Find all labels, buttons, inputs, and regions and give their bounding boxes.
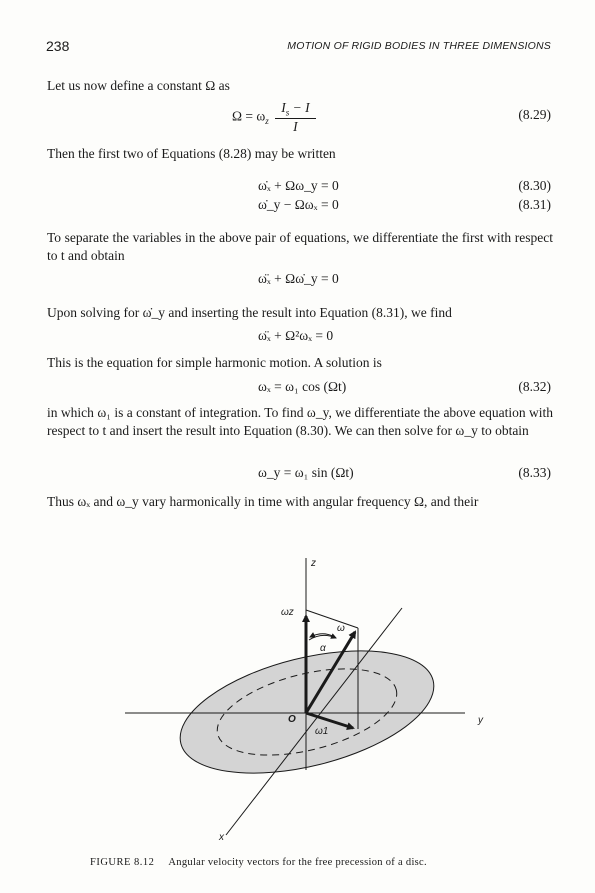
caption-text: Angular velocity vectors for the free precession of a disc. bbox=[168, 857, 427, 868]
paragraph-harmonic: Thus ωₓ and ω_y vary harmonically in time with angular frequency Ω, and their bbox=[47, 494, 479, 509]
paragraph-shm: This is the equation for simple harmonic motion. A solution is bbox=[47, 355, 382, 370]
paragraph-define-omega: Let us now define a constant Ω as bbox=[47, 78, 230, 93]
paragraph-solving: Upon solving for ω̇_y and inserting the result into Equation (8.31), we find bbox=[47, 305, 452, 320]
equation-8-32: ωₓ = ω₁ cos (Ωt) bbox=[258, 379, 347, 394]
figure-caption bbox=[90, 857, 427, 868]
eq829-num-i: I bbox=[281, 100, 286, 115]
label-omega-1: ω1 bbox=[315, 726, 329, 737]
paragraph-first-two: Then the first two of Equations (8.28) may be written bbox=[47, 146, 336, 161]
label-omega: ω bbox=[337, 623, 345, 634]
eq-number-8-33: (8.33) bbox=[518, 465, 551, 480]
label-x: x bbox=[219, 832, 224, 843]
page-number: 238 bbox=[46, 38, 70, 54]
eq829-num-rest: − I bbox=[289, 100, 310, 115]
equation-8-33: ω_y = ω₁ sin (Ωt) bbox=[258, 465, 354, 480]
running-title: MOTION OF RIGID BODIES IN THREE DIMENSIONS bbox=[287, 40, 551, 52]
equation-shm: ω̈ₓ + Ω²ωₓ = 0 bbox=[258, 328, 334, 343]
eq829-lhs: Ω = ω bbox=[232, 108, 266, 124]
equation-8-31: ω̇_y − Ωωₓ = 0 bbox=[258, 197, 339, 212]
eq-number-8-31: (8.31) bbox=[518, 197, 551, 212]
paragraph-integration-constant: in which ω₁ is a constant of integration. To find ω_y, we differentiate the above equation with respect to t and insert the result into Equation (8.30). We can then solve for ω_y to obtain bbox=[47, 405, 553, 438]
label-y: y bbox=[478, 715, 483, 726]
omega-guide-top bbox=[306, 610, 358, 628]
label-omega-z: ωz bbox=[281, 607, 294, 618]
equation-8-30: ω̇ₓ + Ωω_y = 0 bbox=[258, 178, 339, 193]
equation-differentiated: ω̈ₓ + Ωω̇_y = 0 bbox=[258, 271, 339, 286]
caption-label: FIGURE 8.12 bbox=[90, 857, 155, 868]
eq-number-8-30: (8.30) bbox=[518, 178, 551, 193]
eq-number-8-29: (8.29) bbox=[518, 107, 551, 122]
label-origin: O bbox=[288, 714, 296, 725]
label-z: z bbox=[311, 558, 316, 569]
eq-number-8-32: (8.32) bbox=[518, 379, 551, 394]
paragraph-separate-variables: To separate the variables in the above pair of equations, we differentiate the first with respect to t and obtain bbox=[47, 230, 553, 263]
eq829-num-sub: s bbox=[285, 107, 290, 118]
label-alpha: α bbox=[320, 643, 326, 654]
eq829-denominator: I bbox=[293, 118, 298, 134]
eq829-sub: z bbox=[265, 116, 269, 127]
